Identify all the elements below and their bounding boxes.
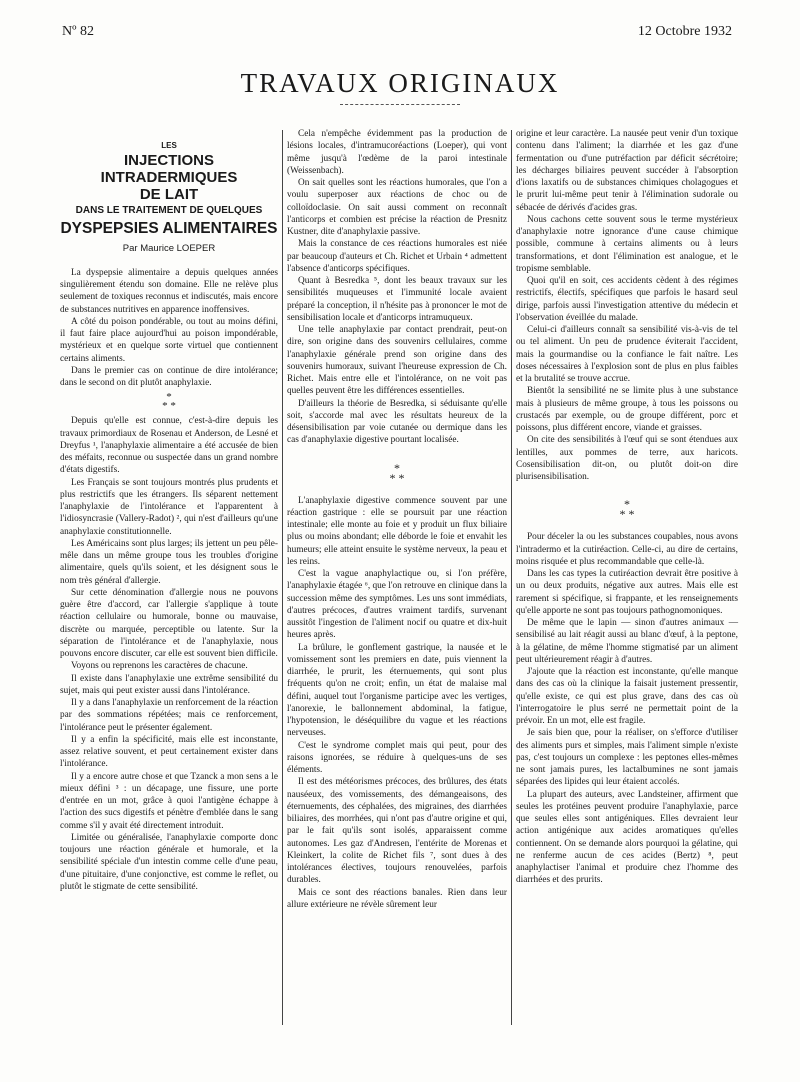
section-heading: TRAVAUX ORIGINAUX	[240, 68, 560, 98]
column-2	[287, 128, 507, 911]
paragraph: Depuis qu'elle est connue, c'est-à-dire depuis les travaux primordiaux de Rosenau et Anderson, de Lesné et Dreyfus ¹, l'anaphylaxie alimentaire a été accusée de bien des méfaits, reconnue ou suspectée dans un grand nombre d'états digestifs.	[60, 416, 278, 476]
paragraph: origine et leur caractère. La nausée peut venir d'un toxique contenu dans l'aliment; la diarrhée et les gaz d'une fermentation ou d'une putréfaction par déficit sécrétoire; les décharges biliaires peuvent succéder à l'absorption d'ions laxatifs ou de substances chimiques cholagogues et le prurit lui-même peut tenir à l'élimination sudorale ou sébacée de dérivés d'acides gras.	[516, 129, 738, 213]
paragraph: Mais ce sont des réactions banales. Rien dans leur allure extérieure ne révèle sûrement leur	[287, 887, 507, 910]
paragraph: Il existe dans l'anaphylaxie une extrême sensibilité du sujet, mais qui peut exister aussi dans l'intolérance.	[60, 673, 278, 696]
paragraph: Il est des météorismes précoces, des brûlures, des états nauséeux, des vomissements, des démangeaisons, des éternuements, des céphalées, des migraines, des diarrhées biliaires, des morrhées, qui n'ont pas d'autre origine et qui, par le fait qu'ils sont isolés, apparaissent comme autonomes. Les gaz d'Andresen, l'entérite de Morenas et Kleinkert, la colite de Richet fils ⁷, sont dues à des intolérances électives, toujours renouvelées, parfois durables.	[287, 777, 507, 886]
article-title-les: LES	[161, 141, 177, 150]
article-title-line2: DE LAIT	[139, 186, 199, 204]
paragraph: Dans le premier cas on continue de dire intolérance; dans le second on dit plutôt anaphylaxie.	[60, 365, 278, 388]
heading-ornament	[340, 104, 460, 106]
column-1	[60, 128, 278, 893]
column-rule	[511, 130, 512, 1025]
paragraph: Les Français se sont toujours montrés plus prudents et plus restrictifs que les étrangers. Ils séparent nettement l'anaphylaxie de l'intolérance et l'apparentent à l'idiosyncrasie (Vallery-Radot) ², qui n'est d'ailleurs qu'une anaphylaxie constitutionnelle.	[60, 477, 278, 537]
paragraph: Pour déceler la ou les substances coupables, nous avons l'intradermo et la cutiréaction. Celle-ci, au dire de certains, moins risquée et plus recommandable que celle-là.	[516, 532, 738, 567]
paragraph: Quant à Besredka ⁵, dont les beaux travaux sur les sensibilités muqueuses et l'immunité locale avaient préparé la conception, il n'hésite pas à prononcer le mot de sensibilisation locale et d'anticorps intramuqueux.	[287, 276, 507, 323]
paragraph: Dans les cas types la cutiréaction devrait être positive à un ou deux produits, négative aux autres. Mais elle est rarement si spécifique, si frappante, et les renseignements qu'elle apporte ne sont pas toujours pathognomoniques.	[516, 569, 738, 616]
paragraph: Il y a enfin la spécificité, mais elle est inconstante, assez relative souvent, et peut certainement exister dans l'intolérance.	[60, 734, 278, 770]
paragraph: Nous cachons cette souvent sous le terme mystérieux d'anaphylaxie notre ignorance d'une cause chimique possible, commune à certains aliments ou à leurs transformations, et dont l'élimination est analogue, et le tropisme semblable.	[516, 214, 738, 274]
article-title-line1: INJECTIONS INTRADERMIQUES	[100, 152, 238, 187]
paragraph: Une telle anaphylaxie par contact prendrait, peut-on dire, son origine dans des souvenirs cellulaires, comme l'anaphylaxie générale prend son origine dans des souvenirs humoraux, suivant l'heureuse expression de Ch. Richet. Mais entre elle et l'intolérance, on ne voit pas quelles peuvent être les différences essentielles.	[287, 325, 507, 397]
column-3	[516, 128, 738, 887]
paragraph: L'anaphylaxie digestive commence souvent par une réaction gastrique : elle se poursuit par une réaction intestinale; elle monte au foie et y produit un flux biliaire plus ou moins abondant; elle déborde le foie et envahit les humeurs; elle atteint ensuite le système nerveux, la peau et les reins.	[287, 495, 507, 567]
article-title-line4: DYSPEPSIES ALIMENTAIRES	[60, 219, 278, 237]
paragraph: J'ajoute que la réaction est inconstante, qu'elle manque dans des cas où la clinique la faisait justement pressentir, qu'elle existe, ce qui est plus grave, dans des cas où l'interrogatoire le plus serré ne permettait point de la prévoir. En un mot, elle est fragile.	[516, 667, 738, 726]
paragraph: On cite des sensibilités à l'œuf qui se sont étendues aux lentilles, aux pommes de terre, aux haricots. Cosensibilisation dit-on, ou plutôt doit-on dire plurisensibilisation.	[516, 435, 738, 482]
column-rule	[282, 130, 283, 1025]
paragraph: C'est la vague anaphylactique ou, si l'on préfère, l'anaphylaxie étagée ⁶, que l'on retrouve en clinique dans la succession même des symptômes. Les uns sont immédiats, d'autres précoces, d'autres vraiment tardifs, survenant aussitôt l'ingestion de l'aliment nocif ou quatre et dix-huit heures après.	[287, 569, 507, 641]
paragraph: C'est le syndrome complet mais qui peut, pour des raisons ignorées, se réduire à quelques-uns de ses éléments.	[287, 740, 507, 775]
article-title-line3: DANS LE TRAITEMENT DE QUELQUES	[75, 205, 263, 217]
paragraph: Il y a encore autre chose et que Tzanck a mon sens a le mieux défini ³ : un décapage, une fissure, une porte d'entrée en un mot, grâce à quoi l'antigène échappe à l'action des sucs digestifs et pénètre d'emblée dans le sang comme s'il y avait été directement introduit.	[60, 771, 278, 831]
paragraph: La plupart des auteurs, avec Landsteiner, affirment que seules les protéines peuvent produire l'anaphylaxie, parce que seules elles sont antigéniques. Elles devraient leur action antigénique aux acides aromatiques qu'elles contiennent. On se demande alors pourquoi la gélatine, qui ne renferme aucun de ces acides (Bertz) ⁸, peut anaphylactiser l'animal et produire chez l'homme des diarrhées et des prurits.	[516, 789, 738, 886]
section-separator: * * *	[389, 460, 405, 485]
paragraph: Je sais bien que, pour la réaliser, on s'efforce d'utiliser des aliments purs et simples, mais l'aliment simple n'existe pas, c'est toujours un complexe : les peptones elles-mêmes ne sont jamais pures, les lactalbumines ne sont jamais séparées des lipides qui leur étaient accolés.	[516, 728, 738, 788]
paragraph: A côté du poison pondérable, ou tout au moins défini, il faut faire place aujourd'hui au poison impondérable, mystérieux et en quelque sorte virtuel que contiennent certains aliments.	[60, 316, 278, 364]
paragraph: La brûlure, le gonflement gastrique, la nausée et le vomissement sont les premiers en date, puis viennent la diarrhée, le prurit, les éternuements, qui sont plus fréquents qu'on ne croit; enfin, un état de malaise mal défini, auquel tout l'organisme participe avec les vertiges, l'anorexie, le ballonnement abdominal, la fatigue, l'hypotension, le déséquilibre du vague et les réactions nerveuses.	[287, 642, 507, 739]
paragraph: De même que le lapin — sinon d'autres animaux — sensibilisé au lait réagit aussi au blanc d'œuf, à la peptone, à la gélatine, de même l'homme stigmatisé par un aliment peut ultérieurement réagir à d'autres.	[516, 618, 738, 665]
issue-date: 12 Octobre 1932	[637, 24, 732, 39]
paragraph: La dyspepsie alimentaire a depuis quelques années singulièrement étendu son domaine. Elle ne relève plus seulement de toxiques reconnus et indiscutés, mais encore de substances nutritives en apparence inoffensives.	[60, 267, 278, 315]
paragraph: Voyons ou reprenons les caractères de chacune.	[71, 661, 248, 672]
article-author: Par Maurice LOEPER	[122, 242, 216, 254]
paragraph: Les Américains sont plus larges; ils jettent un peu pêle-mêle dans un même groupe tous les troubles d'origine alimentaire, quels qu'ils soient, et les désignent sous le nom très général d'allergie.	[60, 538, 278, 586]
paragraph: Bientôt la sensibilité ne se limite plus à une substance mais à plusieurs de même groupe, à tous les poissons ou crustacés par exemple, ou de groupe différent, porc et poissons, plus différent encore, viande et graisses.	[516, 386, 738, 433]
paragraph: Celui-ci d'ailleurs connaît sa sensibilité vis-à-vis de tel ou tel aliment. Un peu de prudence éviterait l'accident, mais la gourmandise ou la confiance le fait naître. Les doses nécessaires à l'explosion sont de plus en plus faibles et la brutalité se trouve accrue.	[516, 325, 738, 384]
paragraph: Mais la constance de ces réactions humorales est niée par beaucoup d'auteurs et Ch. Richet et Urbain ⁴ admettent l'absence d'anticorps spécifiques.	[287, 239, 507, 274]
paragraph: Sur cette dénomination d'allergie nous ne pouvons guère être d'accord, car l'allergie s'applique à toute réaction cellulaire ou humorale, bonne ou mauvaise, discrète ou marquée, perceptible ou latente. Sur la séparation de l'intolérance et de l'anaphylaxie, nous pouvons encore discuter, car elle est souvent bien difficile.	[60, 587, 278, 659]
issue-number: Nº 82	[62, 24, 94, 39]
paragraph: D'ailleurs la théorie de Besredka, si séduisante qu'elle soit, s'accorde mal avec les résultats heureux de la désensibilisation par voie cutanée ou dermique dans les cas d'anaphylaxie digestive pourtant localisée.	[287, 398, 507, 446]
paragraph: Il y a dans l'anaphylaxie un renforcement de la réaction par des sommations répétées; mais ce renforcement, l'intolérance peut le présenter également.	[60, 698, 278, 733]
paragraph: Quoi qu'il en soit, ces accidents cèdent à des régimes restrictifs, électifs, spécifiques que parfois le hasard seul dirige, parfois aussi l'investigation attentive du médecin et l'observation éveillée du malade.	[516, 276, 738, 323]
section-separator: * * *	[162, 391, 176, 413]
section-separator: * * *	[619, 497, 635, 522]
paragraph: Cela n'empêche évidemment pas la production de lésions locales, d'intramucoréactions (Loeper), qui vont même jusqu'à l'œdème de la paroi intestinale (Weissenbach).	[287, 129, 507, 176]
paragraph: Limitée ou généralisée, l'anaphylaxie comporte donc toujours une réaction générale et humorale, et la sensibilité spéciale d'un intestin comme celle d'une peau, d'une pituitaire, d'une conjonctive, est comme le reflet, ou plutôt le stigmate de cette sensibilité.	[60, 832, 278, 892]
paragraph: On sait quelles sont les réactions humorales, que l'on a voulu superposer aux réactions de choc ou de colloïdoclasie. On sait aussi comment on reconnaît l'anticorps et combien est précise la réaction de Presnitz Kustner, dite d'anaphylaxie passive.	[287, 178, 507, 237]
